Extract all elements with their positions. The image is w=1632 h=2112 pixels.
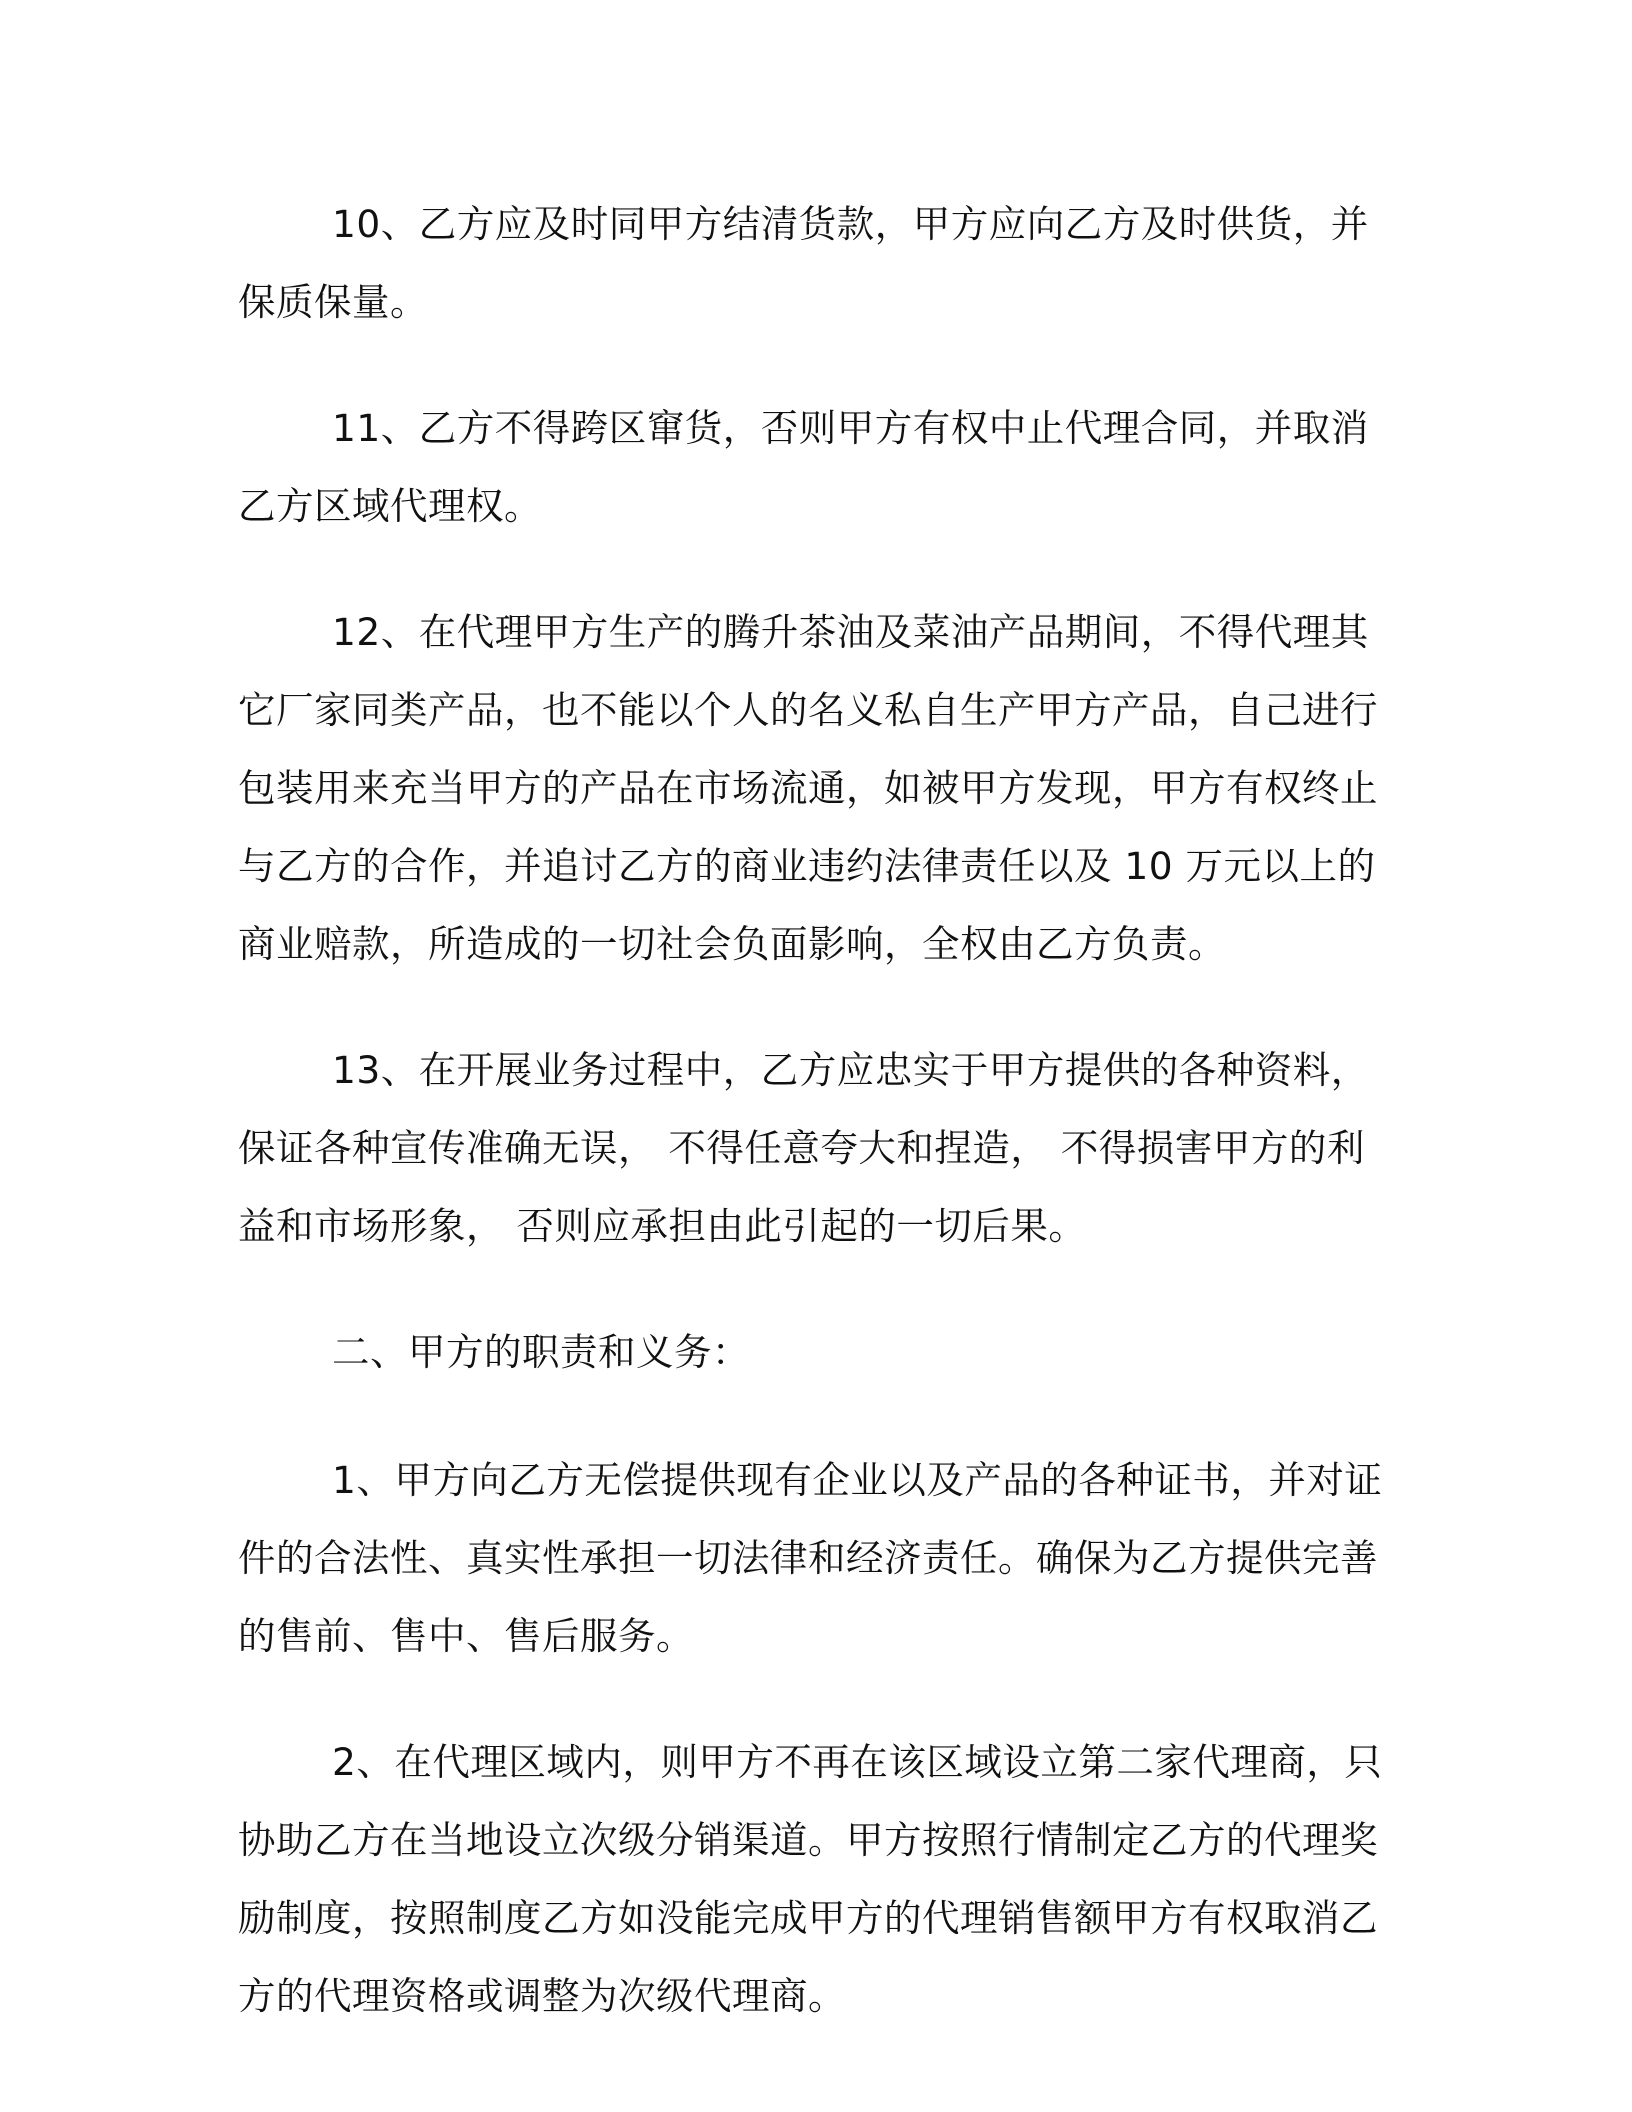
clause-12: 12、在代理甲方生产的腾升茶油及菜油产品期间，不得代理其它厂家同类产品，也不能以个人的名义私自生产甲方产品，自己进行包装用来充当甲方的产品在市场流通，如被甲方发现，甲方有权终止与乙方的合作，并追讨乙方的商业违约法律责任以及 10 万元以上的商业赔款，所造成的一切社会负面影响，全权由乙方负责。: [238, 610, 1378, 966]
party-a-clause-2: 2、在代理区域内，则甲方不再在该区域设立第二家代理商，只协助乙方在当地设立次级分销渠道。甲方按照行情制定乙方的代理奖励制度，按照制度乙方如没能完成甲方的代理销售额甲方有权取消乙方的代理资格或调整为次级代理商。: [238, 1740, 1383, 2018]
clause-11: 11、乙方不得跨区窜货，否则甲方有权中止代理合同，并取消乙方区域代理权。: [238, 406, 1369, 528]
clause-13: 13、在开展业务过程中，乙方应忠实于甲方提供的各种资料，保证各种宣传准确无误， 不得任意夸大和捏造， 不得损害甲方的利益和市场形象， 否则应承担由此引起的一切后果。: [238, 1048, 1369, 1248]
party-a-clause-1: 1、甲方向乙方无偿提供现有企业以及产品的各种证书，并对证件的合法性、真实性承担一切法律和经济责任。确保为乙方提供完善的售前、售中、售后服务。: [238, 1458, 1383, 1658]
section-heading-party-a-duties: 二、甲方的职责和义务：: [332, 1330, 750, 1374]
document-body: [238, 185, 1388, 2083]
clause-10: 10、乙方应及时同甲方结清货款，甲方应向乙方及时供货，并保质保量。: [238, 202, 1369, 324]
